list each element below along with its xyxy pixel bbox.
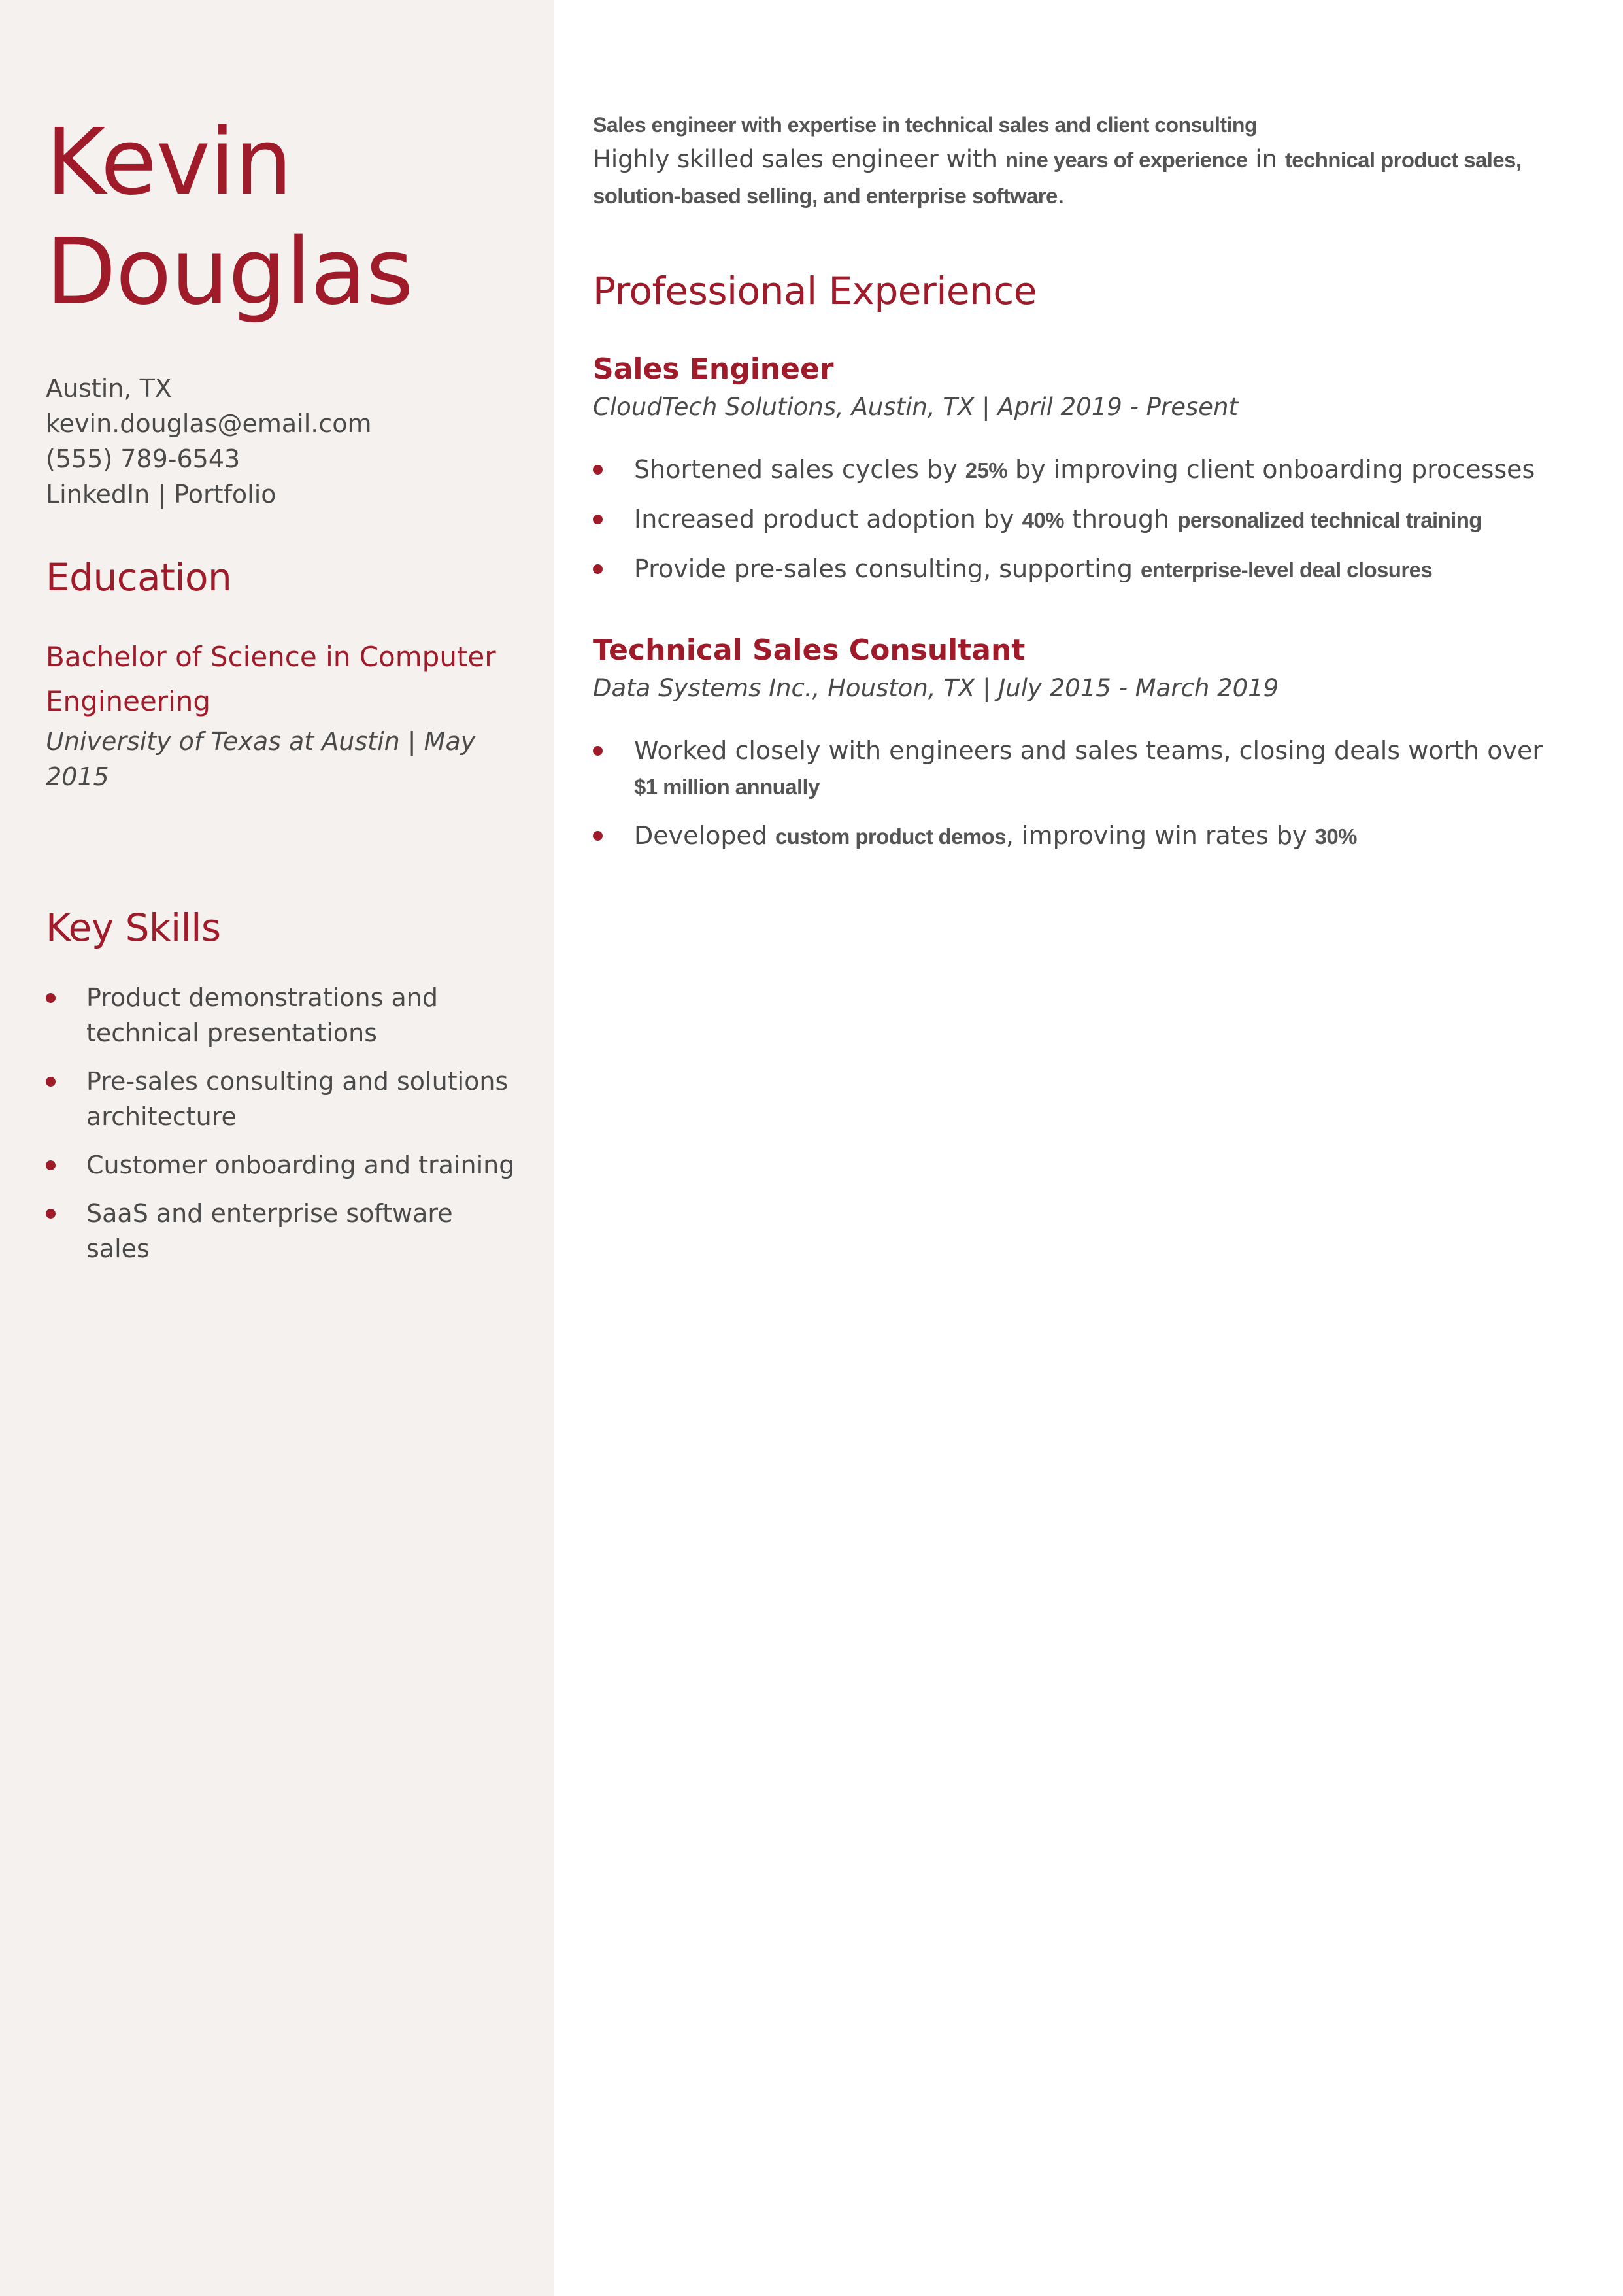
- bullet-text: Worked closely with engineers and sales teams, closing deals worth over: [634, 736, 1543, 765]
- profile-links: LinkedIn | Portfolio: [46, 480, 276, 509]
- school: University of Texas at Austin | May 2015: [46, 727, 476, 791]
- bullet-text: Developed: [634, 821, 776, 850]
- bullet-text: Increased product adoption by: [634, 505, 1022, 533]
- skills-heading: Key Skills: [46, 905, 221, 950]
- bullet-icon: [593, 515, 603, 524]
- skill-text: Pre-sales consulting and solutions architecture: [86, 1067, 509, 1131]
- degree: Bachelor of Science in Computer Engineering: [46, 641, 496, 717]
- bullet-icon: [593, 746, 603, 756]
- bullet-emphasis: 30%: [1314, 824, 1357, 849]
- skill-text: Customer onboarding and training: [86, 1151, 515, 1179]
- phone: (555) 789-6543: [46, 445, 241, 473]
- bullet-icon: [593, 831, 603, 841]
- bullet-icon: [46, 1209, 56, 1219]
- skill-item: [46, 1064, 516, 1134]
- skills-list: [46, 980, 516, 1266]
- bullet-emphasis: custom product demos: [775, 824, 1006, 849]
- main-column: [593, 108, 1560, 868]
- job-entry: [593, 631, 1560, 854]
- location: Austin, TX: [46, 374, 172, 403]
- bullet-icon: [46, 993, 56, 1003]
- job-title: Technical Sales Consultant: [593, 633, 1026, 667]
- bullet-emphasis: $1 million annually: [634, 775, 820, 799]
- bullet-text: by improving client onboarding processes: [1007, 455, 1535, 484]
- bullet-icon: [46, 1160, 56, 1170]
- summary-part: in: [1247, 145, 1285, 173]
- summary-tagline: Sales engineer with expertise in technical sales and client consulting: [593, 113, 1257, 137]
- last-name: Douglas: [46, 219, 413, 326]
- experience-heading: Professional Experience: [593, 269, 1037, 313]
- summary-text: [593, 142, 1560, 214]
- candidate-name: [46, 108, 516, 328]
- bullet-text: , improving win rates by: [1005, 821, 1315, 850]
- first-name: Kevin: [46, 109, 292, 216]
- bullet-emphasis: 40%: [1022, 508, 1064, 532]
- job-meta: Data Systems Inc., Houston, TX | July 2015 - March 2019: [593, 674, 1279, 702]
- job-meta: CloudTech Solutions, Austin, TX | April 2019 - Present: [593, 393, 1238, 421]
- summary-part: Highly skilled sales engineer with: [593, 145, 1005, 173]
- summary-emphasis: technical product sales, solution-based selling, and enterprise software: [593, 148, 1522, 208]
- job-bullet: [593, 733, 1560, 805]
- skill-item: [46, 1147, 516, 1183]
- sidebar-content: [46, 108, 516, 1279]
- bullet-icon: [46, 1077, 56, 1087]
- job-bullet: [593, 551, 1560, 588]
- bullet-text: Shortened sales cycles by: [634, 455, 965, 484]
- contact-info: [46, 371, 516, 512]
- job-bullet: [593, 501, 1560, 538]
- summary-part: .: [1057, 181, 1065, 209]
- sidebar: [0, 0, 554, 2296]
- bullet-text: through: [1063, 505, 1178, 533]
- summary-emphasis: nine years of experience: [1005, 148, 1248, 172]
- job-entry: [593, 350, 1560, 588]
- bullet-icon: [593, 564, 603, 574]
- bullet-text: Provide pre-sales consulting, supporting: [634, 554, 1141, 583]
- skill-text: SaaS and enterprise software sales: [86, 1199, 453, 1263]
- skill-text: Product demonstrations and technical presentations: [86, 983, 438, 1047]
- bullet-emphasis: personalized technical training: [1177, 508, 1482, 532]
- bullet-emphasis: enterprise-level deal closures: [1141, 558, 1433, 582]
- job-bullet: [593, 452, 1560, 488]
- skill-item: [46, 980, 516, 1051]
- education-heading: Education: [46, 555, 232, 599]
- email: kevin.douglas@email.com: [46, 409, 372, 438]
- job-bullets: [593, 733, 1560, 854]
- skill-item: [46, 1196, 516, 1266]
- bullet-icon: [593, 465, 603, 475]
- job-title: Sales Engineer: [593, 352, 834, 386]
- job-bullets: [593, 452, 1560, 588]
- job-bullet: [593, 818, 1560, 854]
- bullet-emphasis: 25%: [965, 458, 1007, 482]
